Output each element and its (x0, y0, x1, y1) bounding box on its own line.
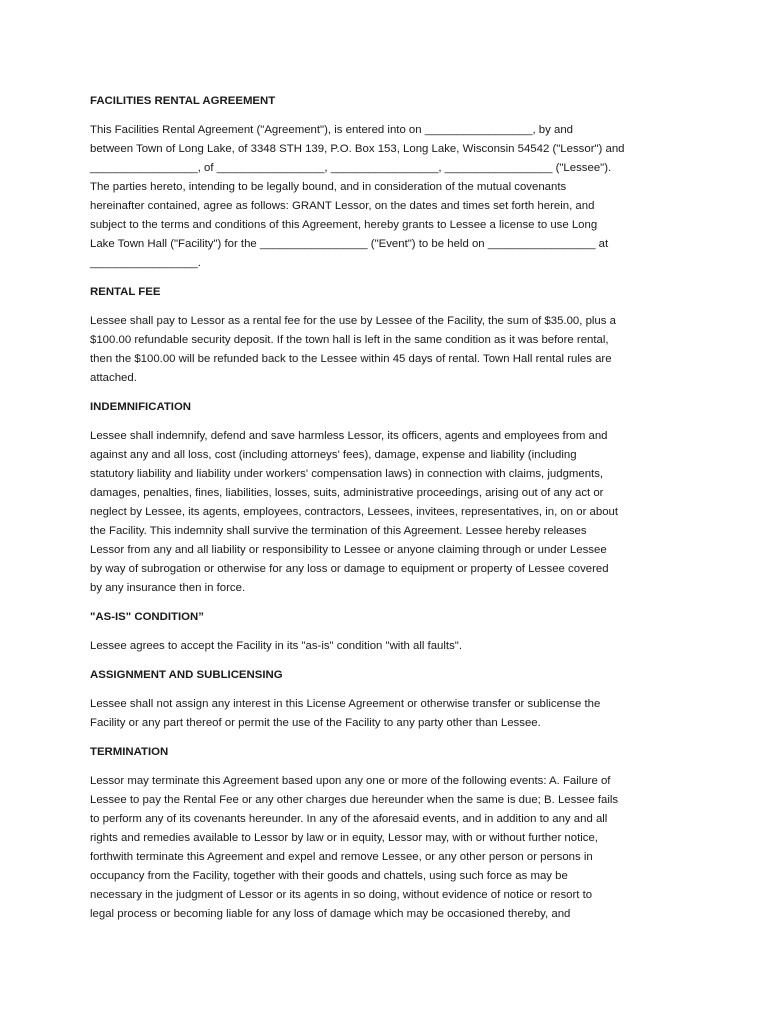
rental-fee-line: $100.00 refundable security deposit. If the town hall is left in the same condition as it was before rental, (90, 334, 609, 346)
termination-line: to perform any of its covenants hereunder. In any of the aforesaid events, and in addition to any and all (90, 813, 608, 825)
as-is-condition-paragraph (90, 637, 685, 656)
indemnification-line: neglect by Lessee, its agents, employees, contractors, Lessees, invitees, representatives, in, on or about (90, 506, 619, 518)
indemnification-line: damages, penalties, fines, liabilities, losses, suits, administrative proceedings, arising out of any act or (90, 487, 604, 499)
indemnification-line: statutory liability and liability under workers' compensation laws) in connection with claims, judgments, (90, 468, 604, 480)
indemnification-heading: INDEMNIFICATION (90, 401, 192, 413)
assignment-line: Lessee shall not assign any interest in this License Agreement or otherwise transfer or sublicense the (90, 698, 601, 710)
intro-line: _________________. (90, 257, 201, 269)
indemnification-line: the Facility. This indemnity shall survive the termination of this Agreement. Lessee hereby releases (90, 525, 587, 537)
rental-fee-line: Lessee shall pay to Lessor as a rental fee for the use by Lessee of the Facility, the sum of $35.00, plus a (90, 315, 616, 327)
rental-fee-line: attached. (90, 372, 137, 384)
assignment-heading: ASSIGNMENT AND SUBLICENSING (90, 669, 283, 681)
rental-fee-line: then the $100.00 will be refunded back to the Lessee within 45 days of rental. Town Hall rental rules are (90, 353, 612, 365)
termination-heading: TERMINATION (90, 746, 169, 758)
intro-line: Lake Town Hall ("Facility") for the _________________ ("Event") to be held on _________________ at (90, 238, 609, 250)
intro-line: between Town of Long Lake, of 3348 STH 139, P.O. Box 153, Long Lake, Wisconsin 54542 ("Lessor") and (90, 143, 625, 155)
indemnification-line: against any and all loss, cost (including attorneys' fees), damage, expense and liability (including (90, 449, 577, 461)
intro-line: This Facilities Rental Agreement ("Agreement"), is entered into on _________________, by and (90, 124, 573, 136)
rental-fee-heading: RENTAL FEE (90, 286, 161, 298)
termination-line: occupancy from the Facility, together with their goods and chattels, using such force as may be (90, 870, 568, 882)
intro-line: subject to the terms and conditions of this Agreement, hereby grants to Lessee a license to use Long (90, 219, 598, 231)
termination-paragraph (90, 772, 685, 924)
termination-line: legal process or becoming liable for any loss of damage which may be occasioned thereby, and (90, 908, 571, 920)
termination-line: Lessee to pay the Rental Fee or any other charges due hereunder when the same is due; B. Lessee fails (90, 794, 619, 806)
termination-line: Lessor may terminate this Agreement based upon any one or more of the following events: A. Failure of (90, 775, 611, 787)
intro-line: The parties hereto, intending to be legally bound, and in consideration of the mutual covenants (90, 181, 567, 193)
document-page (90, 92, 685, 934)
document-title: FACILITIES RENTAL AGREEMENT (90, 95, 276, 107)
indemnification-paragraph (90, 427, 685, 598)
as-is-condition-line: Lessee agrees to accept the Facility in its "as-is" condition "with all faults". (90, 640, 462, 652)
termination-line: necessary in the judgment of Lessor or its agents in so doing, without evidence of notice or resort to (90, 889, 593, 901)
rental-fee-paragraph (90, 312, 685, 388)
intro-line: _________________, of _________________, _________________, _________________ ("Lessee"). (90, 162, 612, 174)
indemnification-line: Lessor from any and all liability or responsibility to Lessee or anyone claiming through or under Lessee (90, 544, 607, 556)
assignment-paragraph (90, 695, 685, 733)
termination-line: forthwith terminate this Agreement and expel and remove Lessee, or any other person or persons in (90, 851, 593, 863)
intro-line: hereinafter contained, agree as follows: GRANT Lessor, on the dates and times set forth herein, and (90, 200, 595, 212)
indemnification-line: Lessee shall indemnify, defend and save harmless Lessor, its officers, agents and employees from and (90, 430, 608, 442)
assignment-line: Facility or any part thereof or permit the use of the Facility to any party other than Lessee. (90, 717, 541, 729)
termination-line: rights and remedies available to Lessor by law or in equity, Lessor may, with or without further notice, (90, 832, 598, 844)
indemnification-line: by way of subrogation or otherwise for any loss or damage to equipment or property of Lessee covered (90, 563, 609, 575)
intro-paragraph (90, 121, 685, 273)
as-is-condition-heading: "AS-IS" CONDITION” (90, 611, 204, 623)
indemnification-line: by any insurance then in force. (90, 582, 246, 594)
